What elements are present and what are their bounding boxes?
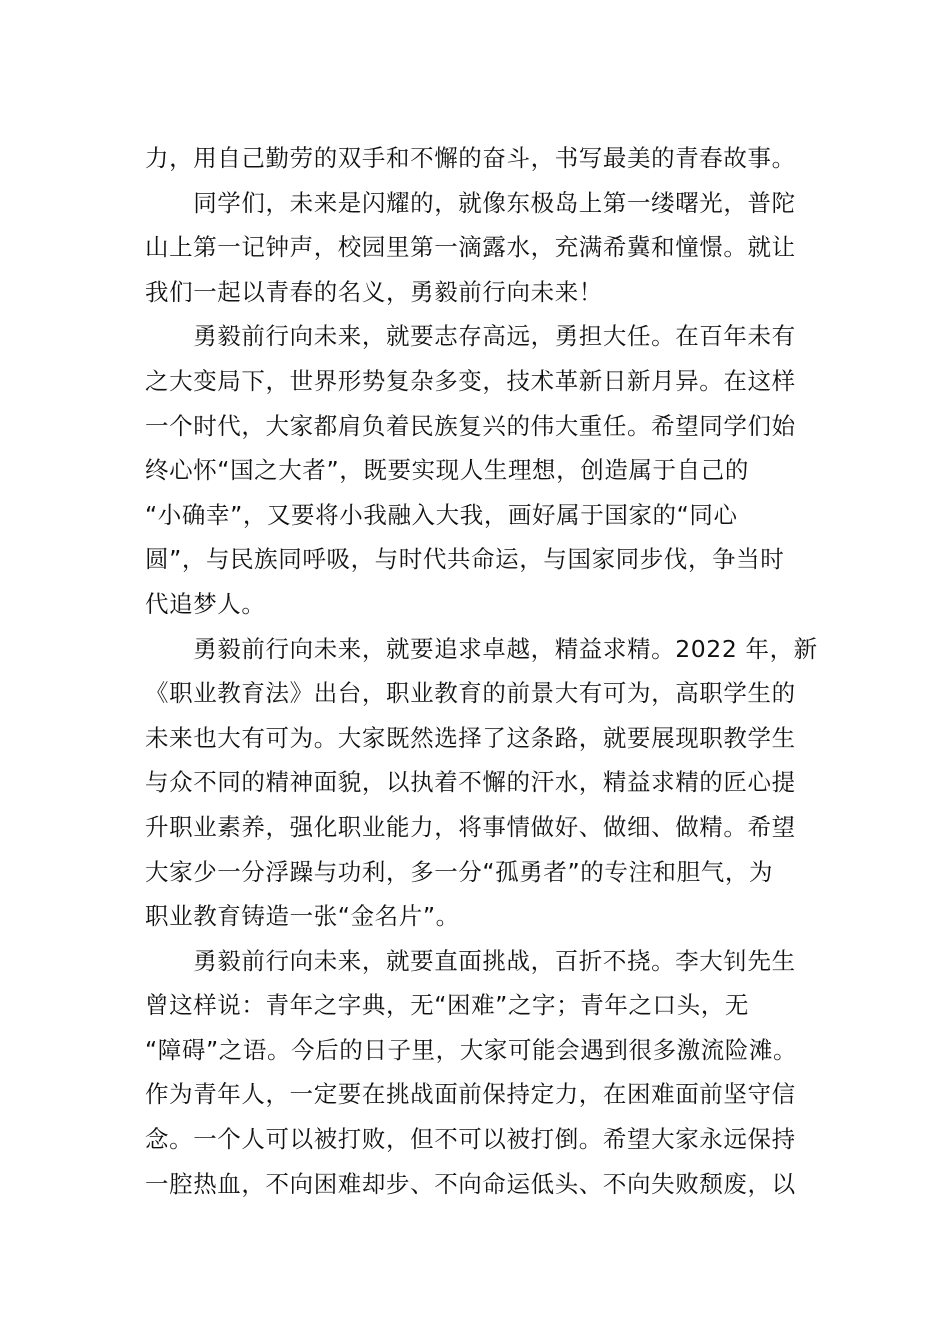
text-line: “障碍”之语。今后的日子里，大家可能会遇到很多激流险滩。 <box>145 1035 798 1064</box>
text-line: 我们一起以青春的名义，勇毅前行向未来！ <box>145 277 603 306</box>
text-line: 之大变局下，世界形势复杂多变，技术革新日新月异。在这样 <box>145 366 796 395</box>
text-line: 代追梦人。 <box>145 589 266 618</box>
text-line: 曾这样说：青年之字典，无“困难”之字；青年之口头，无 <box>145 991 749 1020</box>
text-line: 念。一个人可以被打败，但不可以被打倒。希望大家永远保持 <box>145 1125 796 1154</box>
text-line: 勇毅前行向未来，就要直面挑战，百折不挠。李大钊先生 <box>145 946 796 975</box>
document-body <box>145 136 818 1206</box>
text-line: 终心怀“国之大者”，既要实现人生理想，创造属于自己的 <box>145 456 749 485</box>
text-line: “小确幸”，又要将小我融入大我，画好属于国家的“同心 <box>145 500 738 529</box>
text-line: 山上第一记钟声，校园里第一滴露水，充满希冀和憧憬。就让 <box>145 233 796 262</box>
text-line: 一腔热血，不向困难却步、不向命运低头、不向失败颓废，以 <box>145 1169 796 1198</box>
text-line: 圆”，与民族同呼吸，与时代共命运，与国家同步伐，争当时 <box>145 545 785 574</box>
text-line: 作为青年人，一定要在挑战面前保持定力，在困难面前坚守信 <box>145 1080 796 1109</box>
text-line: 未来也大有可为。大家既然选择了这条路，就要展现职教学生 <box>145 723 796 752</box>
text-line: 升职业素养，强化职业能力，将事情做好、做细、做精。希望 <box>145 812 796 841</box>
text-line: 力，用自己勤劳的双手和不懈的奋斗，书写最美的青春故事。 <box>145 144 796 172</box>
text-line: 一个时代，大家都肩负着民族复兴的伟大重任。希望同学们始 <box>145 411 796 440</box>
text-line: 勇毅前行向未来，就要追求卓越，精益求精。2022 年，新 <box>145 634 818 663</box>
text-line: 与众不同的精神面貌，以执着不懈的汗水，精益求精的匠心提 <box>145 768 796 797</box>
text-line: 同学们，未来是闪耀的，就像东极岛上第一缕曙光，普陀 <box>145 188 796 217</box>
text-line: 职业教育铸造一张“金名片”。 <box>145 902 460 931</box>
text-line: 大家少一分浮躁与功利，多一分“孤勇者”的专注和胆气，为 <box>145 857 774 886</box>
text-line: 《职业教育法》出台，职业教育的前景大有可为，高职学生的 <box>145 679 796 708</box>
text-line: 勇毅前行向未来，就要志存高远，勇担大任。在百年未有 <box>145 322 796 351</box>
